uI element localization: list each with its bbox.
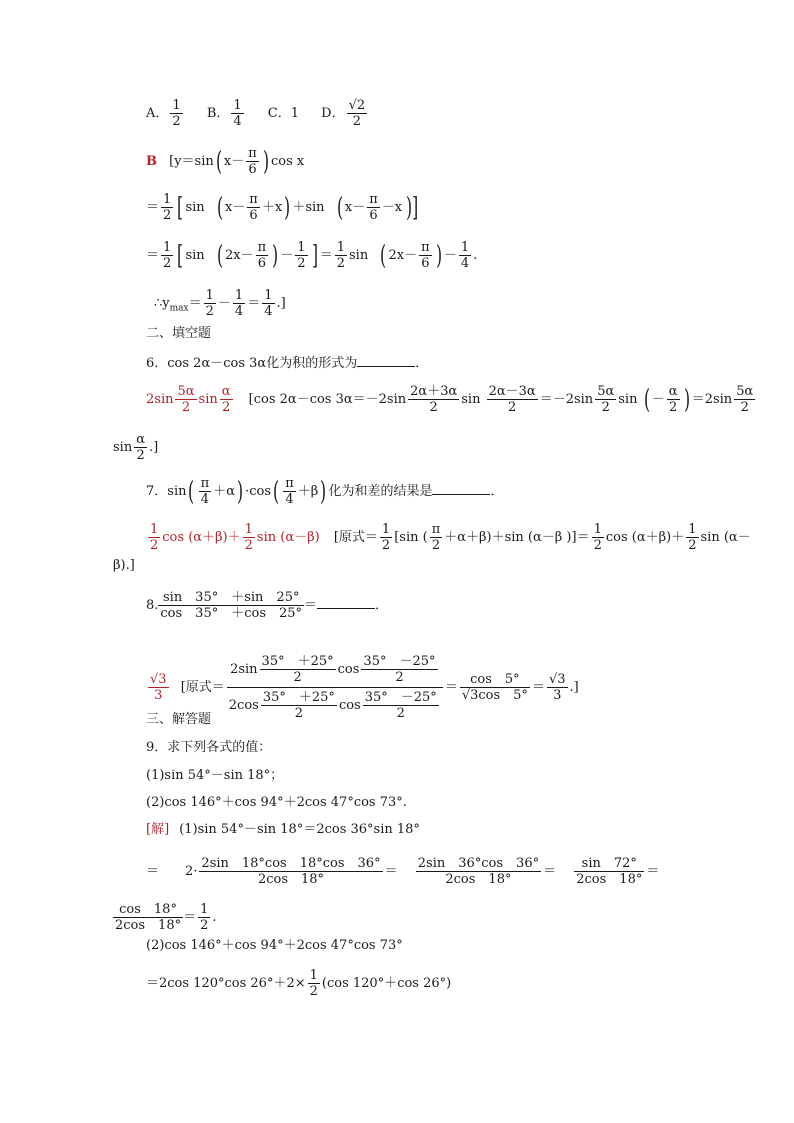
q9-solution-line4: (2)cos 146°＋cos 94°＋2cos 47°cos 73° [146,938,403,953]
q9-solution-line1: [解] (1)sin 54°－sin 18°＝2cos 36°sin 18° [146,822,420,837]
choice-a-label: A． [146,106,169,121]
q7-answer: $\frac{1}{2}$ cos (α＋β)＋ $\frac{1}{2}$ sin (α－β) [150,522,320,553]
q8-solution: $\frac{√3}{3}$ [原式＝ 2sin $\frac{35^\circ +25^\circ}{2}$ cos $\frac{35^\circ -25^\circ}{2}$ 2cos $\frac{35^\circ +25^\circ}{2}$ cos $\frac{35^\circ -25^\circ}{2}$ ＝ $\frac{\cos 5^\circ}{√3\cos 5^\circ}$ ＝ $\frac{√3}{3}$ .] [150,654,579,721]
choice-a-frac: $\frac{1}{2}$ [172,98,181,129]
q7-stem: 7．sin( $\frac{\pi}{4}$ ＋α) ·cos( $\frac{\pi}{4}$ ＋β) 化为和差的结果是 ． [146,476,504,507]
q9-stem: 9．求下列各式的值： [146,740,272,755]
choice-b-frac: $\frac{1}{4}$ [233,98,242,129]
choice-c-label: C．1 [267,106,300,121]
choice-d-label: D． [321,106,345,121]
q6-answer: 2sin $\frac{5\alpha}{2}$ sin $\frac{\alpha}{2}$ [146,384,231,415]
solution-tag: [解] [146,822,170,837]
section-solve-title: 三、解答题 [146,712,212,727]
q9-part2: (2)cos 146°＋cos 94°＋2cos 47°cos 73°. [146,795,407,810]
q6-stem: 6．cos 2α－cos 3α化为积的形式为 ． [146,356,429,371]
q7-solution-cont: β).] [113,558,135,573]
section-fill-in-title: 二、填空题 [146,326,212,341]
answer-blank[interactable] [357,354,415,367]
q8-stem: 8. $\frac{\sin 35^\circ +\sin 25^\circ}{\cos 35^\circ +\cos 25^\circ}$ ＝ ． [146,590,389,621]
q8-big-fraction: 2sin $\frac{35^\circ +25^\circ}{2}$ cos $\frac{35^\circ -25^\circ}{2}$ 2cos $\frac{35^\circ +25^\circ}{2}$ cos $\frac{35^\circ -25^\circ}{2}$ [227,654,443,721]
choice-b-label: B． [206,106,230,121]
q5-solution-line2: ＝ $\frac{1}{2}$ [ sin ( x－ $\frac{\pi}{6}$ ＋x) ＋sin ( x－ $\frac{\pi}{6}$ －x )] [146,192,419,223]
q8-answer: $\frac{√3}{3}$ [150,672,167,703]
q6-solution: 2sin $\frac{5\alpha}{2}$ sin $\frac{\alpha}{2}$ [cos 2α－cos 3α＝－2sin $\frac{2\alpha+3\alpha}{2}$ sin $\frac{2\alpha-3\alpha}{2}$ ＝－2sin $\frac{5\alpha}{2}$ sin ( － $\frac{\alpha}{2}$ ) ＝2sin $\frac{5\alpha}{2}$ [146,384,754,415]
q6-solution-cont: sin $\frac{\alpha}{2}$ .] [113,432,159,463]
q9-part1: (1)sin 54°－sin 18°； [146,768,284,783]
q7-solution: $\frac{1}{2}$ cos (α＋β)＋ $\frac{1}{2}$ sin (α－β) [原式＝ $\frac{1}{2}$ [sin ( $\frac{\pi}{2}$ ＋α＋β)＋sin (α－β )]＝ $\frac{1}{2}$ cos (α＋β)＋ $\frac{1}{2}$ sin (α－ [146,522,751,553]
q5-choices [146,98,369,129]
choice-d-frac: $\frac{√2}{2}$ [348,98,366,129]
answer-blank[interactable] [432,482,490,495]
q9-solution-line2: ＝ 2· $\frac{2\sin 18^\circ\cos 18^\circ\cos 36^\circ}{2\cos 18^\circ}$ ＝ $\frac{2\sin 36^\circ\cos 36^\circ}{2\cos 18^\circ}$ ＝ $\frac{\sin 72^\circ}{2\cos 18^\circ}$ ＝ [146,856,660,887]
q5-answer: B [146,154,157,169]
q9-solution-line5: ＝2cos 120°cos 26°＋2× $\frac{1}{2}$ (cos 120°＋cos 26°) [146,968,452,999]
q5-solution-line3: ＝ $\frac{1}{2}$ [ sin ( 2x－ $\frac{\pi}{6}$ ) － $\frac{1}{2}$ ] ＝ $\frac{1}{2}$ sin ( 2x－ $\frac{\pi}{6}$ ) － $\frac{1}{4}$ . [146,240,478,271]
answer-blank[interactable] [317,596,375,609]
q5-solution-line1: B [y＝sin( x－ $\frac{\pi}{6}$ ) cos x [146,146,305,177]
q5-solution-line4: $\therefore y_{max}=$ $\frac{1}{2}$ － $\frac{1}{4}$ ＝ $\frac{1}{4}$ .] [154,288,286,319]
q9-solution-line3: $\frac{\cos 18^\circ}{2\cos 18^\circ}$ ＝ $\frac{1}{2}$ . [115,902,217,933]
